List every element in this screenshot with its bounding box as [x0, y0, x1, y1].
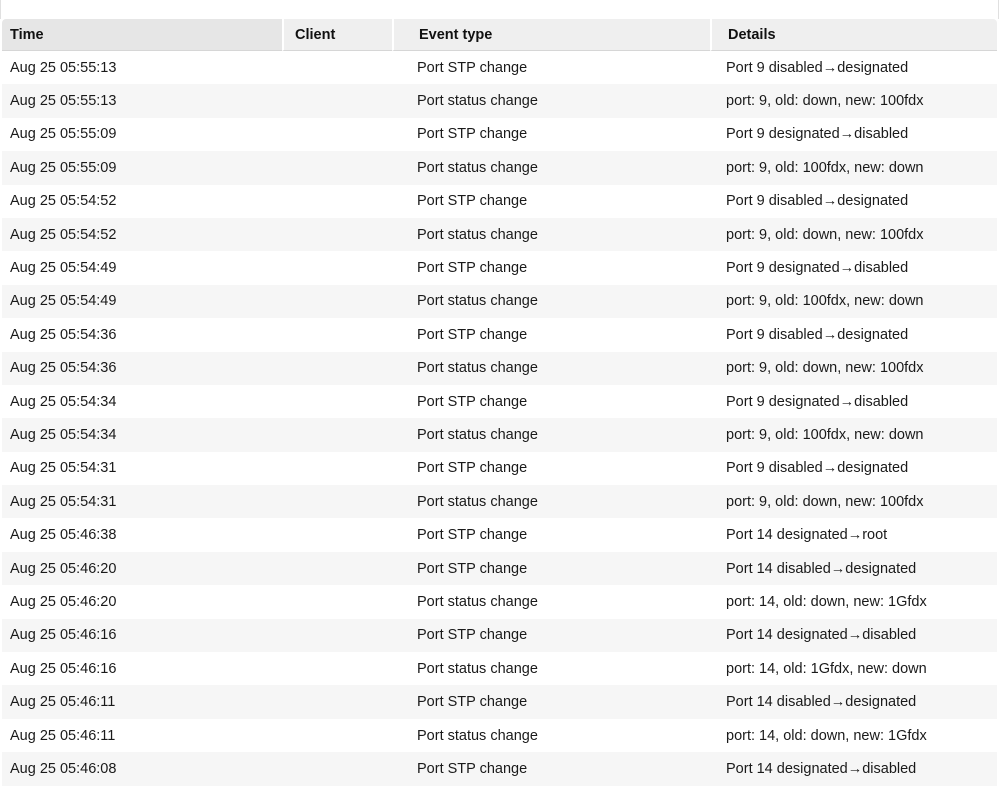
event-client-cell	[282, 185, 392, 218]
table-row	[2, 151, 997, 184]
table-row	[2, 585, 997, 618]
event-details-cell: Port 9 disabled→designated	[710, 185, 997, 218]
event-time-cell: Aug 25 05:46:38	[2, 518, 282, 551]
event-client-cell	[282, 452, 392, 485]
event-details-cell: port: 9, old: 100fdx, new: down	[710, 285, 997, 318]
event-client-cell	[282, 485, 392, 518]
event-client-cell	[282, 118, 392, 151]
event-time-cell: Aug 25 05:54:36	[2, 352, 282, 385]
event-client-cell	[282, 251, 392, 284]
event-type-cell: Port STP change	[392, 318, 710, 351]
table-row	[2, 518, 997, 551]
event-details-cell: port: 14, old: 1Gfdx, new: down	[710, 652, 997, 685]
event-type-cell: Port STP change	[392, 619, 710, 652]
table-row	[2, 251, 997, 284]
event-time-cell: Aug 25 05:54:31	[2, 452, 282, 485]
events-table-header	[2, 19, 997, 51]
event-type-cell: Port status change	[392, 719, 710, 752]
event-details-cell: port: 9, old: down, new: 100fdx	[710, 352, 997, 385]
event-client-cell	[282, 385, 392, 418]
event-time-cell: Aug 25 05:55:13	[2, 51, 282, 84]
event-type-cell: Port status change	[392, 151, 710, 184]
event-time-cell: Aug 25 05:46:20	[2, 585, 282, 618]
event-client-cell	[282, 418, 392, 451]
event-client-cell	[282, 352, 392, 385]
event-details-cell: Port 14 disabled→designated	[710, 552, 997, 585]
event-type-cell: Port status change	[392, 84, 710, 117]
table-row	[2, 385, 997, 418]
table-row	[2, 685, 997, 718]
table-row	[2, 218, 997, 251]
table-row	[2, 485, 997, 518]
event-type-cell: Port STP change	[392, 51, 710, 84]
event-details-cell: port: 9, old: 100fdx, new: down	[710, 151, 997, 184]
event-type-cell: Port status change	[392, 285, 710, 318]
event-type-cell: Port status change	[392, 485, 710, 518]
event-type-cell: Port STP change	[392, 685, 710, 718]
column-header-client[interactable]: Client	[282, 19, 392, 51]
event-type-cell: Port STP change	[392, 552, 710, 585]
column-header-time[interactable]: Time	[2, 19, 282, 51]
table-row	[2, 418, 997, 451]
table-row	[2, 719, 997, 752]
event-client-cell	[282, 685, 392, 718]
event-type-cell: Port STP change	[392, 452, 710, 485]
event-time-cell: Aug 25 05:54:34	[2, 418, 282, 451]
event-details-cell: Port 9 designated→disabled	[710, 385, 997, 418]
event-type-cell: Port STP change	[392, 518, 710, 551]
column-header-details[interactable]: Details	[710, 19, 997, 51]
event-details-cell: Port 14 designated→root	[710, 518, 997, 551]
page-top-strip	[0, 0, 999, 19]
event-type-cell: Port status change	[392, 652, 710, 685]
event-time-cell: Aug 25 05:46:11	[2, 719, 282, 752]
event-details-cell: port: 14, old: down, new: 1Gfdx	[710, 719, 997, 752]
event-time-cell: Aug 25 05:46:08	[2, 752, 282, 785]
event-client-cell	[282, 151, 392, 184]
event-time-cell: Aug 25 05:54:52	[2, 185, 282, 218]
event-time-cell: Aug 25 05:54:49	[2, 285, 282, 318]
event-time-cell: Aug 25 05:46:11	[2, 685, 282, 718]
table-row	[2, 318, 997, 351]
column-header-event-type[interactable]: Event type	[392, 19, 710, 51]
event-time-cell: Aug 25 05:55:09	[2, 118, 282, 151]
event-client-cell	[282, 285, 392, 318]
event-details-cell: port: 9, old: down, new: 100fdx	[710, 84, 997, 117]
event-type-cell: Port status change	[392, 585, 710, 618]
events-table	[2, 19, 997, 786]
event-details-cell: Port 14 designated→disabled	[710, 752, 997, 785]
event-type-cell: Port STP change	[392, 752, 710, 785]
table-row	[2, 652, 997, 685]
table-row	[2, 452, 997, 485]
event-time-cell: Aug 25 05:54:52	[2, 218, 282, 251]
event-client-cell	[282, 84, 392, 117]
event-details-cell: port: 9, old: down, new: 100fdx	[710, 485, 997, 518]
event-client-cell	[282, 585, 392, 618]
table-row	[2, 51, 997, 84]
event-time-cell: Aug 25 05:55:09	[2, 151, 282, 184]
table-row	[2, 352, 997, 385]
event-details-cell: Port 14 designated→disabled	[710, 619, 997, 652]
event-time-cell: Aug 25 05:46:20	[2, 552, 282, 585]
event-client-cell	[282, 752, 392, 785]
event-type-cell: Port status change	[392, 218, 710, 251]
event-client-cell	[282, 652, 392, 685]
table-row	[2, 118, 997, 151]
event-details-cell: Port 9 disabled→designated	[710, 452, 997, 485]
table-row	[2, 752, 997, 785]
event-time-cell: Aug 25 05:46:16	[2, 619, 282, 652]
event-client-cell	[282, 51, 392, 84]
event-client-cell	[282, 719, 392, 752]
event-client-cell	[282, 552, 392, 585]
event-type-cell: Port status change	[392, 418, 710, 451]
event-client-cell	[282, 619, 392, 652]
event-type-cell: Port STP change	[392, 118, 710, 151]
event-time-cell: Aug 25 05:54:34	[2, 385, 282, 418]
event-time-cell: Aug 25 05:54:36	[2, 318, 282, 351]
event-type-cell: Port STP change	[392, 385, 710, 418]
event-details-cell: port: 9, old: down, new: 100fdx	[710, 218, 997, 251]
event-details-cell: Port 14 disabled→designated	[710, 685, 997, 718]
event-type-cell: Port STP change	[392, 251, 710, 284]
events-table-body	[2, 51, 997, 786]
event-time-cell: Aug 25 05:54:49	[2, 251, 282, 284]
event-type-cell: Port STP change	[392, 185, 710, 218]
event-details-cell: Port 9 designated→disabled	[710, 118, 997, 151]
table-row	[2, 84, 997, 117]
event-time-cell: Aug 25 05:46:16	[2, 652, 282, 685]
event-client-cell	[282, 518, 392, 551]
event-type-cell: Port status change	[392, 352, 710, 385]
table-row	[2, 285, 997, 318]
event-time-cell: Aug 25 05:55:13	[2, 84, 282, 117]
event-client-cell	[282, 218, 392, 251]
table-row	[2, 552, 997, 585]
header-row	[2, 19, 997, 51]
table-row	[2, 619, 997, 652]
event-details-cell: Port 9 disabled→designated	[710, 318, 997, 351]
event-client-cell	[282, 318, 392, 351]
event-details-cell: port: 14, old: down, new: 1Gfdx	[710, 585, 997, 618]
event-details-cell: port: 9, old: 100fdx, new: down	[710, 418, 997, 451]
event-details-cell: Port 9 designated→disabled	[710, 251, 997, 284]
table-row	[2, 185, 997, 218]
event-time-cell: Aug 25 05:54:31	[2, 485, 282, 518]
event-details-cell: Port 9 disabled→designated	[710, 51, 997, 84]
